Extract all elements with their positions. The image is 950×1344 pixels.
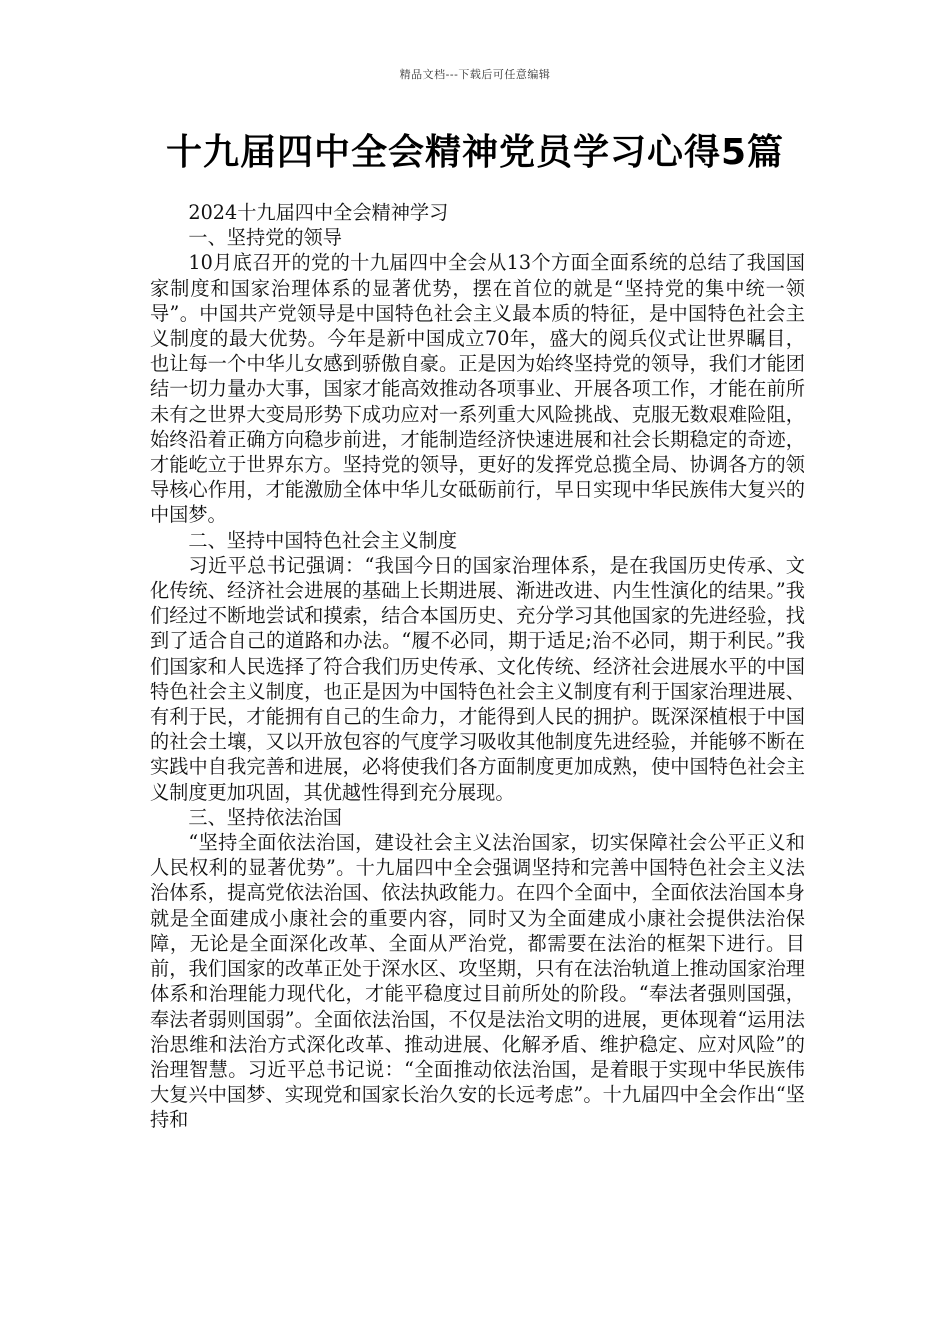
document-subtitle: 2024十九届四中全会精神学习	[188, 201, 449, 224]
section-3-paragraph: “坚持全面依法治国，建设社会主义法治国家，切实保障社会公平正义和人民权利的显著优势”。十九届四中全会强调坚持和完善中国特色社会主义法治体系，提高党依法治国、依法执政能力。在四个全面中，全面依法治国本身就是全面建成小康社会的重要内容，同时又为全面建成小康社会提供法治保障，无论是全面深化改革、全面从严治党，都需要在法治的框架下进行。目前，我们国家的改革正处于深水区、攻坚期，只有在法治轨道上推动国家治理体系和治理能力现代化，才能平稳度过目前所处的阶段。“奉法者强则国强，奉法者弱则国弱”。全面依法治国，不仅是法治文明的进展，更体现着“运用法治思维和法治方式深化改革、推动进展、化解矛盾、维护稳定、应对风险”的治理智慧。习近平总书记说：“全面推动依法治国，是着眼于实现中华民族伟大复兴中国梦、实现党和国家长治久安的长远考虑”。十九届四中全会作出“坚持和	[150, 831, 805, 1132]
section-heading-2: 二、坚持中国特色社会主义制度	[188, 528, 458, 552]
page-header: 精品文档---下载后可任意编辑	[399, 68, 551, 81]
section-1-paragraph: 10月底召开的党的十九届四中全会从13个方面全面系统的总结了我国国家制度和国家治理体系的显著优势，摆在首位的就是“坚持党的集中统一领导”。中国共产党领导是中国特色社会主义最本质的特征，是中国特色社会主义制度的最大优势。今年是新中国成立70年，盛大的阅兵仪式让世界瞩目，也让每一个中华儿女感到骄傲自豪。正是因为始终坚持党的领导，我们才能团结一切力量办大事，国家才能高效推动各项事业、开展各项工作，才能在前所未有之世界大变局形势下成功应对一系列重大风险挑战、克服无数艰难险阻，始终沿着正确方向稳步前进，才能制造经济快速进展和社会长期稳定的奇迹，才能屹立于世界东方。坚持党的领导，更好的发挥党总揽全局、协调各方的领导核心作用，才能激励全体中华儿女砥砺前行，早日实现中华民族伟大复兴的中国梦。	[150, 251, 805, 527]
document-body	[150, 200, 805, 1133]
section-2-paragraph: 习近平总书记强调：“我国今日的国家治理体系，是在我国历史传承、文化传统、经济社会进展的基础上长期进展、渐进改进、内生性演化的结果。”我们经过不断地尝试和摸索，结合本国历史、充分学习其他国家的先进经验，找到了适合自己的道路和办法。“履不必同，期于适足;治不必同，期于利民。”我们国家和人民选择了符合我们历史传承、文化传统、经济社会进展水平的中国特色社会主义制度，也正是因为中国特色社会主义制度有利于国家治理进展、有利于民，才能拥有自己的生命力，才能得到人民的拥护。既深深植根于中国的社会土壤，又以开放包容的气度学习吸收其他制度先进经验，并能够不断在实践中自我完善和进展，必将使我们各方面制度更加成熟，使中国特色社会主义制度更加巩固，其优越性得到充分展现。	[150, 553, 805, 804]
section-heading-3: 三、坚持依法治国	[188, 805, 342, 829]
section-heading-1: 一、坚持党的领导	[188, 226, 342, 250]
document-title: 十九届四中全会精神党员学习心得5篇	[165, 132, 785, 173]
